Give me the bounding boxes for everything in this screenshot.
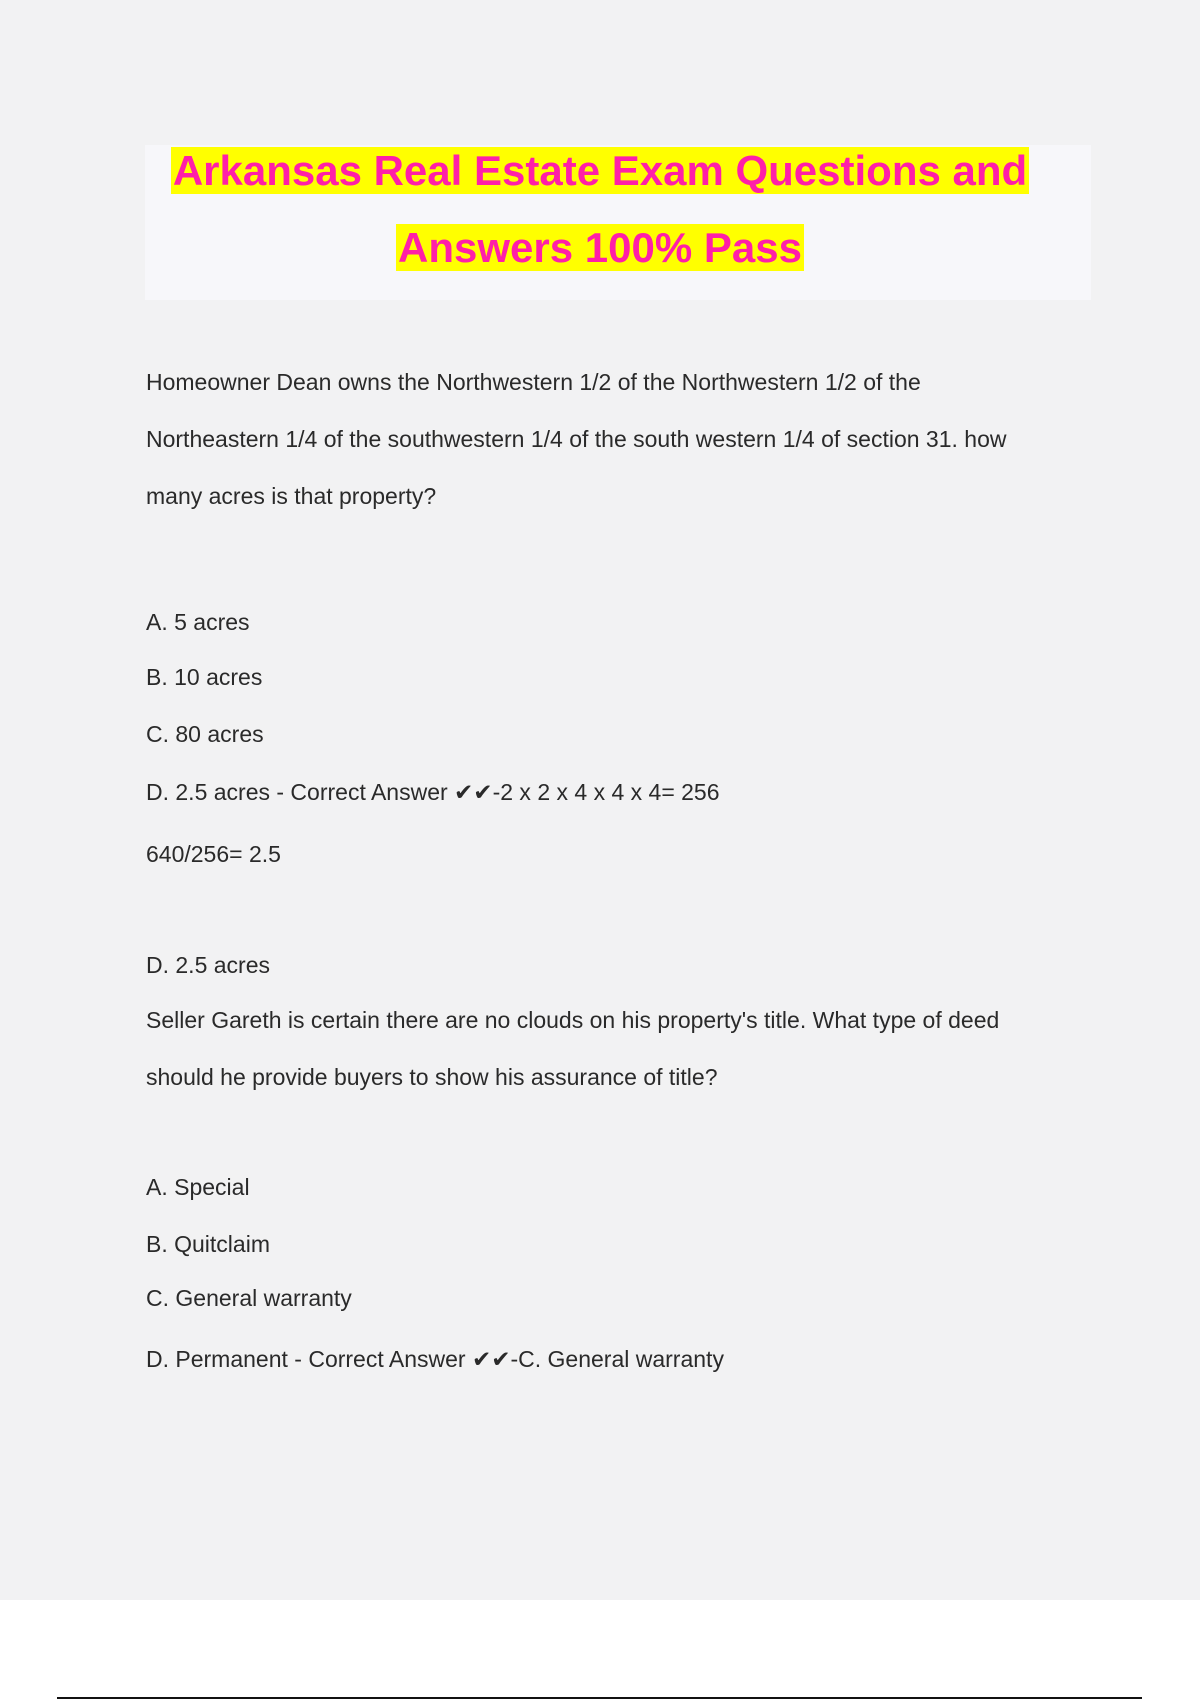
question-1-answer: D. 2.5 acres <box>146 952 270 978</box>
question-2-option-d: D. Permanent - Correct Answer ✔✔-C. General warranty <box>146 1346 724 1372</box>
footer-divider <box>57 1697 1142 1699</box>
question-1-calculation: 640/256= 2.5 <box>146 841 281 867</box>
question-2-text-line-2: should he provide buyers to show his assurance of title? <box>146 1064 718 1090</box>
question-2-text-line-1: Seller Gareth is certain there are no clouds on his property's title. What type of deed <box>146 1007 1000 1033</box>
question-2-option-b: B. Quitclaim <box>146 1231 270 1257</box>
document-title-line-2: Answers 100% Pass <box>398 224 802 271</box>
question-2-option-a: A. Special <box>146 1174 250 1200</box>
question-1-option-b: B. 10 acres <box>146 664 263 690</box>
question-1-option-d: D. 2.5 acres - Correct Answer ✔✔-2 x 2 x 4 x 4 x 4= 256 <box>146 779 720 805</box>
question-1-option-c: C. 80 acres <box>146 721 264 747</box>
question-2-option-c: C. General warranty <box>146 1285 352 1311</box>
question-1-text-line-2: Northeastern 1/4 of the southwestern 1/4 of the south western 1/4 of section 31. how <box>146 426 1007 452</box>
question-1-option-a: A. 5 acres <box>146 609 250 635</box>
question-1-text-line-1: Homeowner Dean owns the Northwestern 1/2 of the Northwestern 1/2 of the <box>146 369 921 395</box>
question-1-text-line-3: many acres is that property? <box>146 483 437 509</box>
document-title-line-1: Arkansas Real Estate Exam Questions and <box>172 147 1028 194</box>
